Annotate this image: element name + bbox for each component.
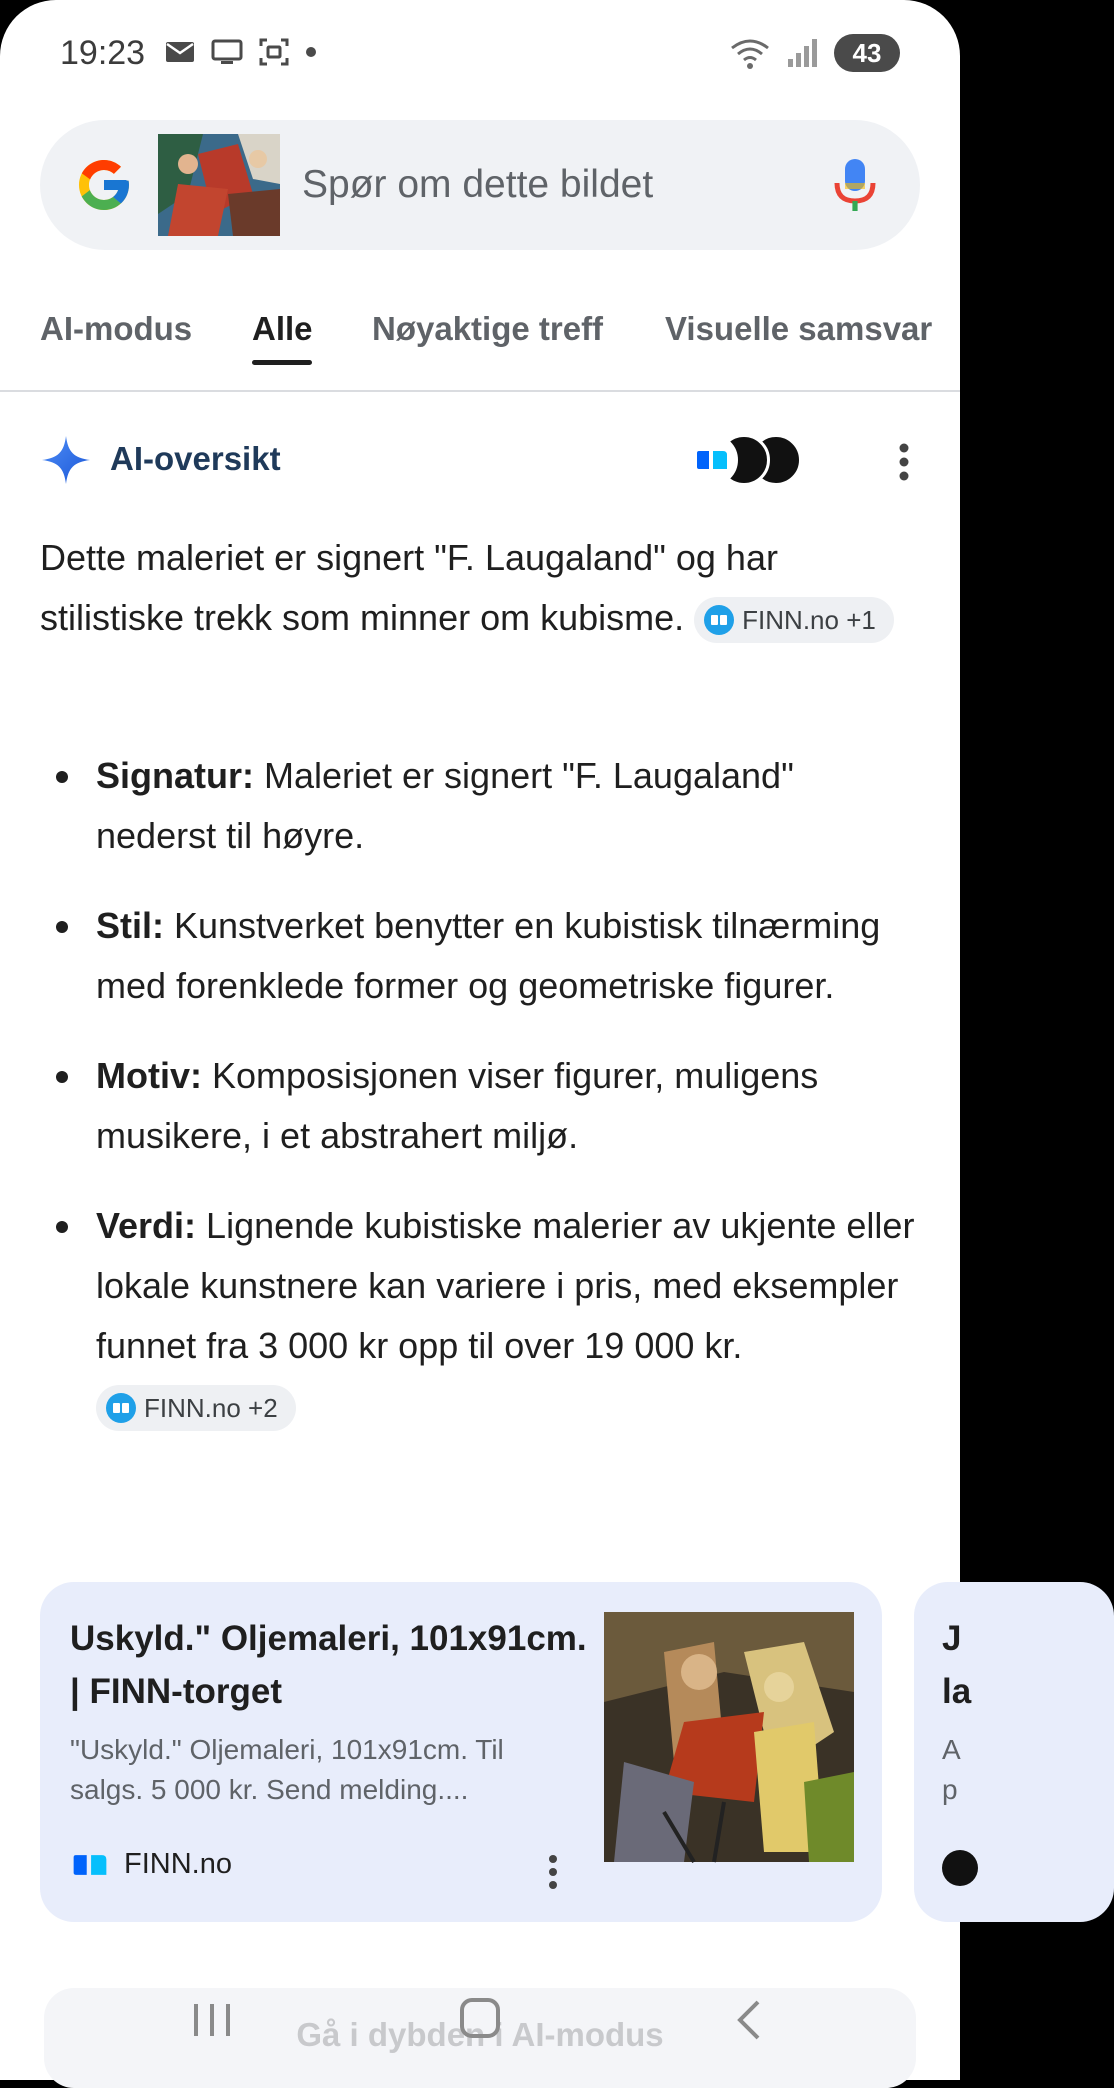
card-thumbnail[interactable] bbox=[604, 1612, 854, 1862]
list-item bbox=[40, 1046, 920, 1166]
status-notification-icons bbox=[165, 38, 317, 66]
source-chip-label: FINN.no +2 bbox=[144, 1393, 278, 1424]
card-snippet-partial: A p bbox=[942, 1734, 961, 1805]
bullet-text: Komposisjonen viser figurer, muligens musikere, i et abstrahert miljø. bbox=[96, 1055, 819, 1156]
home-icon[interactable] bbox=[440, 1990, 520, 2050]
search-input[interactable]: Spør om dette bildet bbox=[302, 163, 654, 206]
list-item bbox=[40, 1196, 920, 1436]
source-chip[interactable] bbox=[96, 1385, 296, 1431]
list-item bbox=[40, 746, 920, 866]
source-chip-label: FINN.no +1 bbox=[742, 605, 876, 636]
active-tab-indicator bbox=[252, 360, 312, 365]
mail-icon bbox=[165, 40, 195, 64]
search-tabs bbox=[0, 290, 960, 392]
ai-intro-text: Dette maleriet er signert "F. Laugaland" og har stilistiske trekk som minner om kubisme. bbox=[40, 537, 778, 638]
status-system-icons bbox=[728, 34, 900, 72]
search-image-thumbnail[interactable] bbox=[158, 134, 280, 236]
bullet-label: Stil: bbox=[96, 905, 164, 946]
ai-overview-bullets bbox=[40, 746, 920, 1466]
bullet-text: Maleriet er signert "F. Laugaland" nederst til høyre. bbox=[96, 755, 794, 856]
recent-apps-icon[interactable] bbox=[172, 1990, 252, 2050]
bullet-text: Lignende kubistiske malerier av ukjente eller lokale kunstnere kan variere i pris, med eksempler funnet fra 3 000 kr opp til over 19 000 kr. bbox=[96, 1205, 915, 1366]
card-title[interactable]: Uskyld." Oljemaleri, 101x91cm. | FINN-torget bbox=[70, 1619, 587, 1711]
bullet-label: Verdi: bbox=[96, 1205, 197, 1246]
status-bar bbox=[0, 0, 960, 110]
system-nav-bar bbox=[0, 1990, 960, 2080]
result-card[interactable] bbox=[40, 1582, 882, 1922]
finn-chip-icon bbox=[106, 1393, 136, 1423]
wifi-icon bbox=[728, 36, 772, 70]
ai-sparkle-icon bbox=[40, 434, 92, 486]
screen-cast-icon bbox=[211, 39, 243, 65]
tab-exact-matches[interactable]: Nøyaktige treff bbox=[372, 310, 604, 347]
back-icon[interactable] bbox=[710, 1990, 790, 2050]
notification-dot-icon bbox=[305, 46, 317, 58]
status-time: 19:23 bbox=[60, 34, 146, 72]
source-chip[interactable] bbox=[694, 597, 894, 643]
card-snippet: "Uskyld." Oljemaleri, 101x91cm. Til salgs. 5 000 kr. Send melding.... bbox=[70, 1734, 504, 1805]
card-source-name: FINN.no bbox=[124, 1848, 232, 1880]
source-avatars[interactable] bbox=[710, 434, 870, 488]
bullet-label: Motiv: bbox=[96, 1055, 202, 1096]
search-bar[interactable] bbox=[40, 120, 920, 250]
bullet-label: Signatur: bbox=[96, 755, 254, 796]
google-logo-icon[interactable] bbox=[74, 155, 134, 215]
list-item bbox=[40, 896, 920, 1016]
finn-logo-icon bbox=[70, 1853, 110, 1877]
source-avatar-icon bbox=[940, 1848, 980, 1888]
tab-all[interactable]: Alle bbox=[252, 310, 313, 347]
bullet-text: Kunstverket benytter en kubistisk tilnærming med forenklede former og geometriske figurer. bbox=[96, 905, 881, 1006]
ai-mode-cta-label[interactable]: Gå i dybden i AI-modus bbox=[296, 2016, 664, 2053]
battery-indicator: 43 bbox=[834, 34, 900, 72]
screenshot-icon bbox=[259, 38, 289, 66]
card-source[interactable] bbox=[70, 1848, 232, 1881]
finn-logo-icon bbox=[686, 434, 738, 486]
signal-icon bbox=[786, 37, 820, 69]
finn-chip-icon bbox=[704, 605, 734, 635]
microphone-icon[interactable] bbox=[830, 155, 880, 215]
ai-overview-intro bbox=[40, 528, 920, 648]
tab-visual-matches[interactable]: Visuelle samsvar bbox=[665, 310, 933, 347]
ai-overview-header bbox=[40, 430, 920, 490]
more-options-icon[interactable] bbox=[898, 442, 910, 482]
card-more-options-icon[interactable] bbox=[548, 1854, 558, 1890]
tab-ai-mode[interactable]: AI-modus bbox=[40, 310, 193, 347]
result-card[interactable] bbox=[914, 1582, 1114, 1922]
card-title-partial[interactable]: J la bbox=[942, 1619, 972, 1711]
ai-overview-title: AI-oversikt bbox=[110, 440, 281, 477]
